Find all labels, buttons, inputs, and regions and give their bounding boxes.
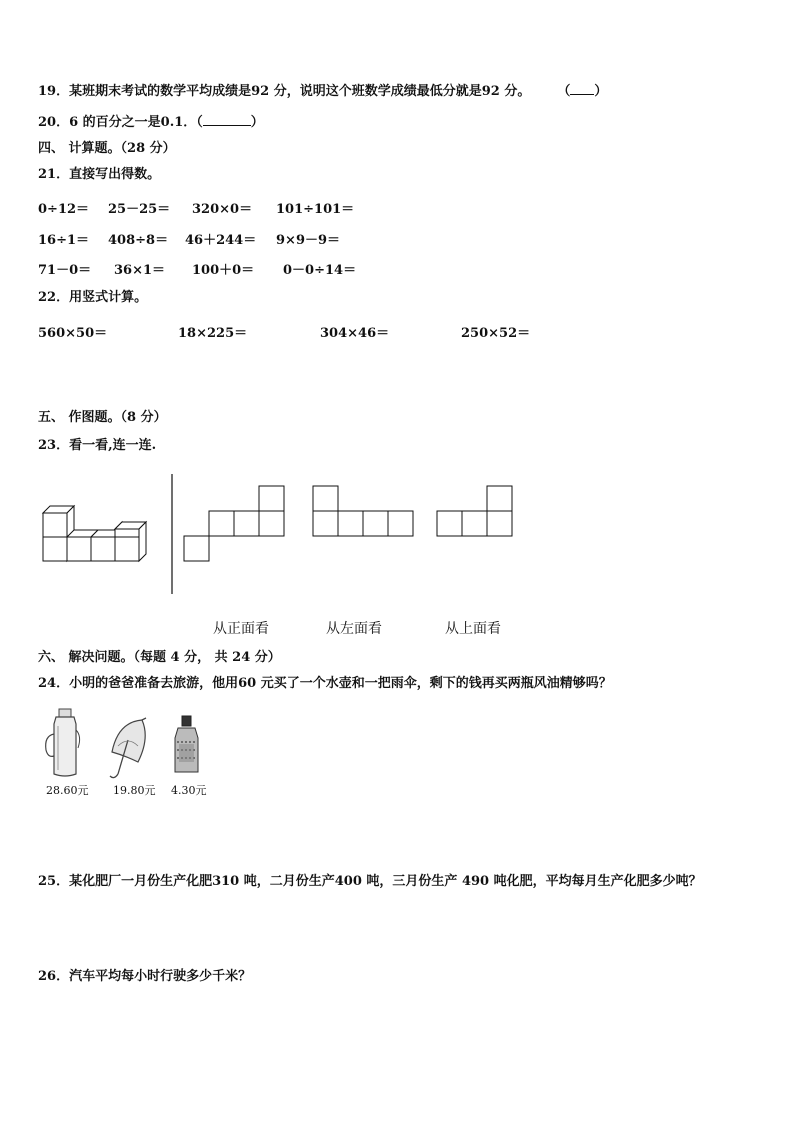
water-bottle-icon [42, 706, 102, 778]
answer-blank-19[interactable] [570, 82, 594, 95]
cube-stack-3d [43, 506, 146, 561]
view-shape-2 [313, 486, 413, 536]
question-26-text: 26．汽车平均每小时行驶多少千米？ [38, 969, 252, 984]
vertical-calc-item: 250×52＝ [461, 326, 531, 341]
calc-item: 71－0＝ [38, 263, 92, 278]
calc-item: 25－25＝ [108, 202, 171, 217]
calc-item: 101÷101＝ [276, 202, 355, 217]
calc-item: 16÷1＝ [38, 233, 90, 248]
answer-blank-20[interactable] [203, 113, 251, 126]
umbrella-icon [108, 716, 154, 782]
question-19 [38, 82, 607, 101]
question-20-paren-close: ） [250, 115, 264, 130]
question-20-text: 20．6 的百分之一是0.1．（ [38, 115, 203, 130]
question-25-text: 25．某化肥厂一月份生产化肥310 吨，二月份生产400 吨，三月份生产 490 吨化肥，平均每月生产化肥多少吨？ [38, 874, 702, 889]
oil-bottle-icon [170, 714, 204, 778]
calc-item: 0－0÷14＝ [283, 263, 357, 278]
calc-item: 0÷12＝ [38, 202, 90, 217]
vertical-calc-item: 18×225＝ [178, 326, 248, 341]
section-6-heading: 六、 解决问题。（每题 4 分， 共 24 分） [38, 650, 281, 665]
question-19-paren-open: （ [557, 84, 571, 99]
section-5-heading: 五、 作图题。（8 分） [38, 410, 167, 425]
calc-item: 408÷8＝ [108, 233, 169, 248]
calc-item: 9×9－9＝ [276, 233, 341, 248]
section-4-heading: 四、 计算题。（28 分） [38, 141, 176, 156]
calc-item: 100＋0＝ [192, 263, 255, 278]
cube-views-figure [0, 470, 794, 630]
calc-item: 46＋244＝ [185, 233, 257, 248]
question-21-title: 21．直接写出得数。 [38, 167, 161, 182]
vertical-calc-item: 304×46＝ [320, 326, 390, 341]
price-water-bottle: 28.60元 [46, 784, 89, 797]
vertical-calc-item: 560×50＝ [38, 326, 108, 341]
question-19-paren-close: ） [594, 84, 608, 99]
question-24-text: 24．小明的爸爸准备去旅游，他用60 元买了一个水壶和一把雨伞，剩下的钱再买两瓶风油精够吗？ [38, 676, 612, 691]
question-20 [38, 113, 264, 132]
price-oil-bottle: 4.30元 [171, 784, 207, 797]
question-23-title: 23．看一看,连一连. [38, 438, 157, 453]
label-front-view: 从正面看 [213, 621, 269, 637]
question-19-text: 19．某班期末考试的数学平均成绩是92 分，说明这个班数学成绩最低分就是92 分。 [38, 84, 531, 99]
label-left-view: 从左面看 [326, 621, 382, 637]
calc-item: 36×1＝ [114, 263, 166, 278]
label-top-view: 从上面看 [445, 621, 501, 637]
calc-item: 320×0＝ [192, 202, 253, 217]
price-umbrella: 19.80元 [113, 784, 156, 797]
view-shape-1 [184, 486, 284, 561]
question-22-title: 22．用竖式计算。 [38, 290, 148, 305]
view-shape-3 [437, 486, 512, 536]
